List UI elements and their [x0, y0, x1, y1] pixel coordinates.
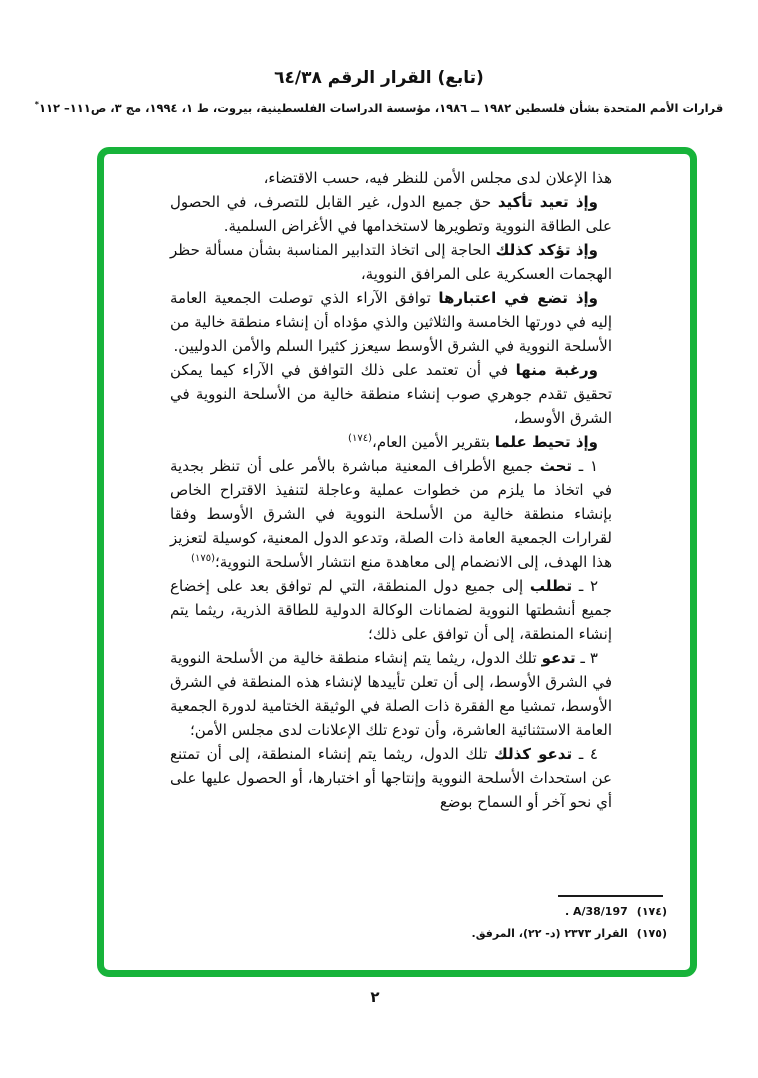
paragraph-lead: تحث — [539, 457, 573, 475]
footnote-marker: (١٧٥) — [636, 927, 667, 940]
paragraph: ٣ ـ تدعو تلك الدول، ريثما يتم إنشاء منطقة خالية من الأسلحة النووية في الشرق الأوسط، إلى أن تعلن تأييدها لإنشاء هذه المنطقة في الشرق الأوسط، تمشيا مع الفقرة ذات الصلة في الوثيقة الختامية لدورة الجمعية العامة الاستثنائية العاشرة، وأن تودع تلك الإعلانات لدى مجلس الأمن؛ — [170, 649, 612, 739]
paragraph: ورغبة منها في أن تعتمد على ذلك التوافق في الآراء كيما يمكن تحقيق تقدم جوهري صوب إنشاء منطقة خالية من الأسلحة النووية في الشرق الأوسط، — [170, 361, 612, 427]
source-citation-text: قرارات الأمم المتحدة بشأن فلسطين ١٩٨٢ ــ ١٩٨٦، مؤسسة الدراسات الفلسطينية، بيروت، ط ١، ١٩٩٤، مج ٣، ص١١١– ١١٢ — [38, 100, 724, 115]
footnote-reference: (١٧٥) — [191, 553, 215, 564]
footnote-row — [347, 923, 667, 945]
paragraph-lead: وإذ تعيد تأكيد — [497, 193, 598, 211]
footnote-reference: (١٧٤) — [348, 433, 372, 444]
footnotes-block — [347, 901, 667, 945]
paragraph: ٤ ـ تدعو كذلك تلك الدول، ريثما يتم إنشاء المنطقة، إلى أن تمتنع عن استحداث الأسلحة النووية وإنتاجها أو اختبارها، أو الحصول عليها على أي نحو آخر أو السماح بوضع — [170, 745, 612, 811]
paragraph: وإذ تعيد تأكيد حق جميع الدول، غير القابل للتصرف، في الحصول على الطاقة النووية وتطويرها لاستخدامها في الأغراض السلمية. — [170, 193, 612, 235]
paragraph-lead: وإذ تؤكد كذلك — [495, 241, 598, 259]
item-number: ٣ ـ — [575, 649, 598, 667]
source-footnote-mark: * — [34, 100, 39, 109]
item-number: ٢ ـ — [572, 577, 598, 595]
paragraph: وإذ تضع في اعتبارها توافق الآراء الذي توصلت الجمعية العامة إليه في دورتها الخامسة والثلاثين والذي مؤداه أن إنشاء منطقة خالية من الأسلحة النووية في الشرق الأوسط سيعزز كثيرا السلم والأمن الدوليين. — [170, 289, 612, 355]
footnote-row — [347, 901, 667, 923]
footnote-separator-rule — [558, 895, 663, 897]
item-number: ٤ ـ — [572, 745, 598, 763]
paragraph-lead: ورغبة منها — [515, 361, 598, 379]
resolution-body-text — [170, 166, 612, 814]
footnote-text: A/38/197 . — [564, 905, 628, 918]
paragraph-lead: وإذ تضع في اعتبارها — [438, 289, 599, 307]
footnote-text: القرار ٢٣٧٣ (د- ٢٢)، المرفق. — [471, 927, 628, 940]
item-number: ١ ـ — [572, 457, 598, 475]
paragraph-lead: تدعو — [541, 649, 576, 667]
paragraph-lead: تدعو كذلك — [494, 745, 573, 763]
paragraph: وإذ تؤكد كذلك الحاجة إلى اتخاذ التدابير المناسبة بشأن مسألة حظر الهجمات العسكرية على المرافق النووية، — [170, 241, 612, 283]
footnote-marker: (١٧٤) — [636, 905, 667, 918]
page-title: (تابع) القرار الرقم ٦٤/٣٨ — [274, 68, 484, 88]
paragraph-lead: وإذ تحيط علما — [494, 433, 598, 451]
paragraph: هذا الإعلان لدى مجلس الأمن للنظر فيه، حسب الاقتضاء، — [263, 169, 612, 187]
paragraph: ٢ ـ تطلب إلى جميع دول المنطقة، التي لم توافق بعد على إخضاع جميع أنشطتها النووية لضمانات الوكالة الدولية للطاقة الذرية، ريثما يتم إنشاء المنطقة، إلى أن توافق على ذلك؛ — [170, 577, 612, 643]
source-citation-line — [0, 100, 758, 115]
paragraph: وإذ تحيط علما بتقرير الأمين العام،$^{(١٧٤)}$ — [348, 433, 598, 451]
paragraph-lead: تطلب — [529, 577, 573, 595]
paragraph: ١ ـ تحث جميع الأطراف المعنية مباشرة بالأمر على أن تنظر بجدية في اتخاذ ما يلزم من خطوات عملية وعاجلة لتنفيذ الاقتراح الخاص بإنشاء منطقة خالية من الأسلحة النووية في الشرق الأوسط وفقا لقرارات الجمعية العامة ذات الصلة، وتدعو الدول المعنية، كوسيلة لتعزيز هذا الهدف، إلى الانضمام إلى معاهدة منع انتشار الأسلحة النووية؛$^{(١٧٥)}$ — [170, 457, 612, 571]
page-number: ٢ — [370, 988, 380, 1006]
